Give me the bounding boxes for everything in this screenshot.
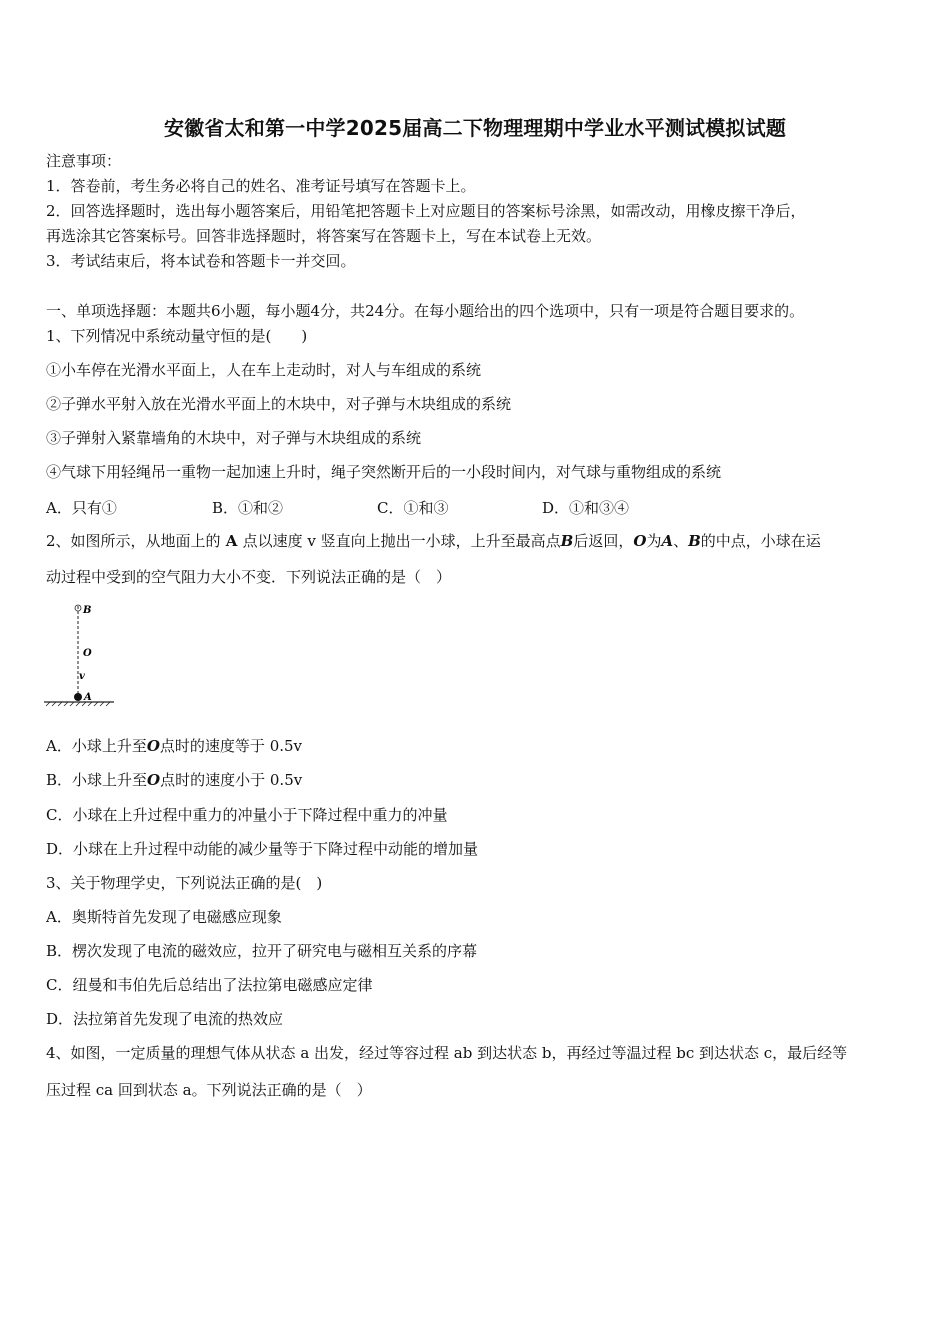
notice-heading: 注意事项： [46,152,122,170]
q3-option-a: A．奥斯特首先发现了电磁感应现象 [46,908,282,926]
label-v: v [79,671,85,682]
q1-options [46,497,746,517]
q3-stem: 3、关于物理学史，下列说法正确的是( ) [46,874,323,892]
q4-stem-line-1: 4、如图，一定质量的理想气体从状态 a 出发，经过等容过程 ab 到达状态 b，再经过等温过程 bc 到达状态 c，最后经等 [46,1044,848,1062]
q2-stem-line-1: 2、如图所示，从地面上的 A 点以速度 v 竖直向上抛出一小球，上升至最高点B后返回，O为A、B的中点，小球在运 [46,532,821,550]
label-b: B [83,605,92,616]
label-a: A [84,692,92,703]
q2-option-a: A．小球上升至O点时的速度等于 0.5v [46,737,303,755]
q1-statement-4: ④气球下用轻绳吊一重物一起加速上升时，绳子突然断开后的一小段时间内，对气球与重物组成的系统 [46,463,722,481]
notice-item-1: 1．答卷前，考生务必将自己的姓名、准考证号填写在答题卡上。 [46,177,476,195]
q1-statement-1: ①小车停在光滑水平面上，人在车上走动时，对人与车组成的系统 [46,361,482,379]
q2-figure [44,600,124,710]
q2-option-b: B．小球上升至O点时的速度小于 0.5v [46,771,303,789]
q1-option-d: D．①和③④ [542,499,630,517]
page-title: 安徽省太和第一中学2025届高二下物理理期中学业水平测试模拟试题 [163,116,787,140]
q1-stem: 1、下列情况中系统动量守恒的是( ) [46,327,308,345]
q1-option-a: A．只有① [46,499,117,517]
q1-statement-2: ②子弹水平射入放在光滑水平面上的木块中，对子弹与木块组成的系统 [46,395,512,413]
q2-stem-line-2: 动过程中受到的空气阻力大小不变．下列说法正确的是（ ） [46,568,452,586]
notice-item-3: 3．考试结束后，将本试卷和答题卡一并交回。 [46,252,356,270]
q3-option-b: B．楞次发现了电流的磁效应，拉开了研究电与磁相互关系的序幕 [46,942,478,960]
q1-option-c: C．①和③ [377,499,449,517]
q1-statement-3: ③子弹射入紧靠墙角的木块中，对子弹与木块组成的系统 [46,429,422,447]
label-o: O [83,648,92,659]
notice-item-2a: 2．回答选择题时，选出每小题答案后，用铅笔把答题卡上对应题目的答案标号涂黑，如需改动，用橡皮擦干净后， [46,202,806,220]
section-heading: 一、单项选择题：本题共6小题，每小题4分，共24分。在每小题给出的四个选项中，只有一项是符合题目要求的。 [46,302,805,320]
q1-option-b: B．①和② [212,499,284,517]
q3-option-d: D．法拉第首先发现了电流的热效应 [46,1010,284,1028]
notice-item-2b: 再选涂其它答案标号。回答非选择题时，将答案写在答题卡上，写在本试卷上无效。 [46,227,602,245]
ball [74,693,82,701]
q2-option-c: C．小球在上升过程中重力的冲量小于下降过程中重力的冲量 [46,806,448,824]
q3-option-c: C．纽曼和韦伯先后总结出了法拉第电磁感应定律 [46,976,373,994]
q4-stem-line-2: 压过程 ca 回到状态 a。下列说法正确的是（ ） [46,1081,372,1099]
q2-option-d: D．小球在上升过程中动能的减少量等于下降过程中动能的增加量 [46,840,479,858]
